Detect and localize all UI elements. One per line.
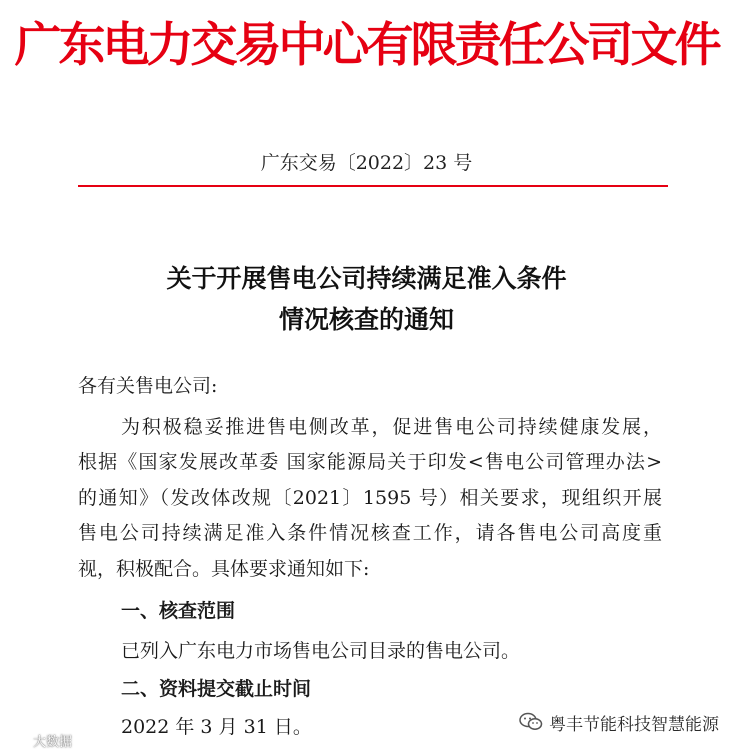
section-heading-deadline: 二、资料提交截止时间 (121, 678, 312, 700)
watermark-text: 大数据 (33, 734, 73, 750)
paragraph-line: 为积极稳妥推进售电侧改革，促进售电公司持续健康发展， (121, 416, 662, 438)
section-text-deadline: 2022 年 3 月 31 日。 (121, 716, 312, 738)
salutation: 各有关售电公司: (78, 375, 218, 397)
notice-title-line1: 关于开展售电公司持续满足准入条件 (166, 264, 567, 293)
watermark-logo-icon (3, 730, 29, 750)
account-name: 粤丰节能科技智慧能源 (549, 714, 719, 735)
section-text-scope: 已列入广东电力市场售电公司目录的售电公司。 (121, 640, 521, 662)
paragraph-line: 的通知》（发改体改规〔2021〕1595 号）相关要求，现组织开展 (78, 487, 662, 509)
wechat-icon (519, 712, 543, 732)
red-divider-line (78, 185, 668, 187)
paragraph-line: 售电公司持续满足准入条件情况核查工作，请各售电公司高度重 (78, 522, 662, 544)
paragraph-line: 根据《国家发展改革委 国家能源局关于印发<售电公司管理办法> (78, 451, 662, 473)
notice-title-line2: 情况核查的通知 (278, 305, 454, 334)
account-watermark (519, 708, 719, 736)
paragraph-line: 视，积极配合。具体要求通知如下: (78, 558, 370, 580)
org-title-header: 广东电力交易中心有限责任公司文件 (14, 18, 719, 73)
document-number: 广东交易〔2022〕23 号 (260, 152, 473, 174)
section-heading-scope: 一、核查范围 (121, 600, 236, 622)
source-watermark (3, 729, 72, 751)
